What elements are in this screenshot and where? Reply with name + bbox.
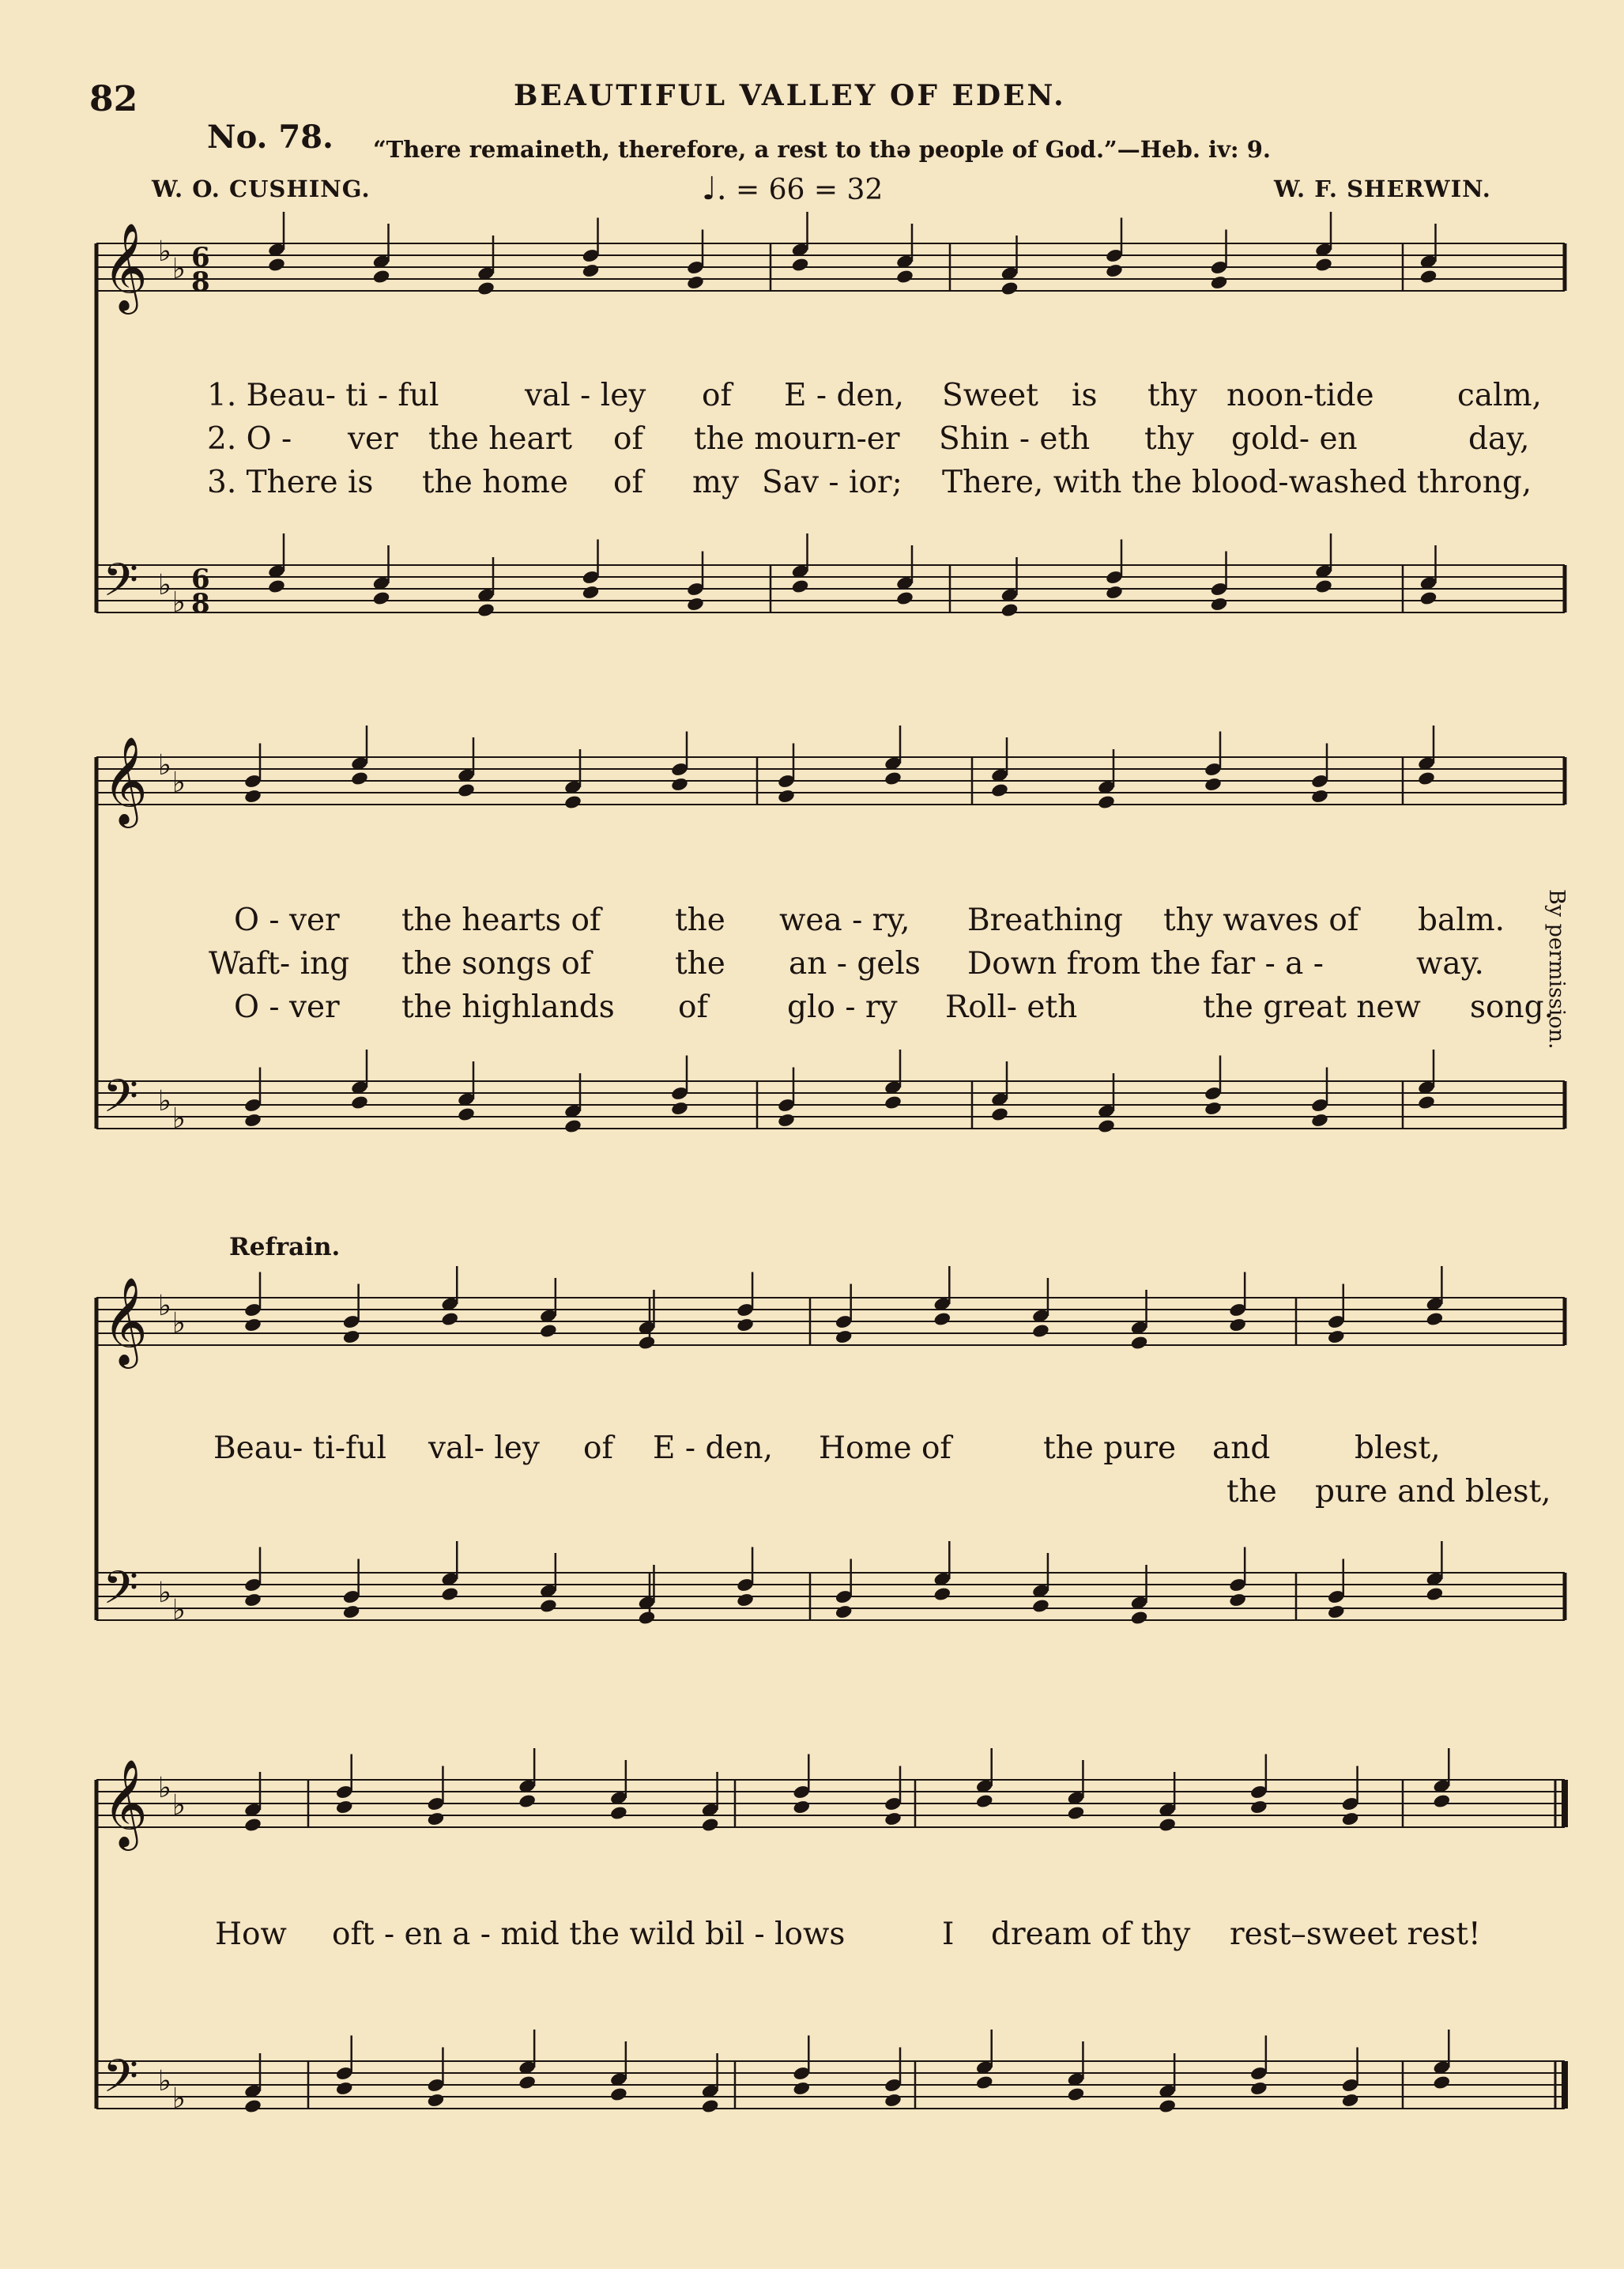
note-head <box>1327 1604 1346 1620</box>
note-head <box>792 1800 811 1815</box>
composer: W. F. SHERWIN. <box>1274 175 1491 202</box>
time-signature-top: 6 <box>191 242 210 273</box>
flat-icon: ♭ <box>158 1085 171 1118</box>
note-head <box>372 269 391 285</box>
note-head <box>350 1095 369 1110</box>
note-head <box>1228 1317 1247 1333</box>
flat-icon: ♭ <box>158 2065 171 2098</box>
tempo-marking: ♩. = 66 = 32 <box>702 171 884 207</box>
note-head <box>1067 1805 1086 1821</box>
note-head <box>777 1113 796 1129</box>
note-head <box>1417 1095 1436 1110</box>
note-head <box>701 1817 720 1833</box>
dotted-quarter-note-icon: ♩. <box>702 171 727 207</box>
note-head <box>638 1335 657 1351</box>
note-head <box>895 269 914 285</box>
note-head <box>933 1586 952 1602</box>
bass-clef-icon: 𝄢 <box>103 1561 139 1626</box>
note-head <box>609 2086 628 2102</box>
note-head <box>1341 2093 1360 2109</box>
note-head <box>1105 585 1124 601</box>
note-head <box>267 579 286 594</box>
note-head <box>1314 257 1333 273</box>
note-head <box>1432 1793 1451 1809</box>
note-head <box>563 794 582 810</box>
note-head <box>1210 275 1229 291</box>
note-head <box>884 2093 902 2109</box>
epigraph: “There remaineth, therefore, a rest to thə people of God.”—Heb. iv: 9. <box>373 136 1271 163</box>
note-head <box>243 1592 262 1608</box>
note-head <box>518 1793 537 1809</box>
note-head <box>791 579 810 594</box>
note-head <box>686 597 705 612</box>
note-head <box>1067 2086 1086 2102</box>
note-head <box>736 1317 755 1333</box>
note-head <box>582 263 601 279</box>
note-head <box>777 789 796 805</box>
note-head <box>1000 281 1019 296</box>
treble-clef-icon: 𝄞 <box>103 1276 148 1365</box>
note-head <box>1249 2081 1268 2097</box>
note-head <box>427 2093 446 2109</box>
note-head <box>1031 1598 1050 1614</box>
note-head <box>990 782 1009 798</box>
note-head <box>342 1329 361 1345</box>
lyric-line: 2. O - ver the heart of the mourn-er Shin - eth thy gold- en day, <box>207 421 1530 457</box>
note-head <box>335 2081 354 2097</box>
bass-clef-icon: 𝄢 <box>103 553 139 618</box>
note-head <box>1310 789 1329 805</box>
note-head <box>686 275 705 291</box>
note-head <box>1000 602 1019 618</box>
bass-clef-icon: 𝄢 <box>103 2049 139 2114</box>
flat-icon: ♭ <box>172 767 186 799</box>
note-head <box>1204 1101 1223 1117</box>
flat-icon: ♭ <box>172 1594 186 1626</box>
hymn-number: No. 78. <box>207 119 333 156</box>
flat-icon: ♭ <box>172 2082 186 2115</box>
note-head <box>1419 590 1438 606</box>
lyric-line: Waft- ing the songs of the an - gels Down from the far - a - way. <box>209 946 1484 982</box>
lyric-line: O - ver the highlands of glo - ry Roll- eth the great new song. <box>234 989 1554 1025</box>
note-head <box>1341 1811 1360 1827</box>
note-head <box>243 1113 262 1129</box>
note-head <box>670 777 689 793</box>
note-head <box>884 1811 902 1827</box>
note-head <box>1426 1586 1445 1602</box>
note-head <box>884 1095 902 1110</box>
note-head <box>477 602 495 618</box>
note-head <box>1228 1592 1247 1608</box>
flat-icon: ♭ <box>158 749 171 782</box>
note-head <box>791 257 810 273</box>
flat-icon: ♭ <box>158 1772 171 1804</box>
note-head <box>440 1311 459 1327</box>
note-head <box>518 2075 537 2090</box>
time-signature-top: 6 <box>191 563 210 595</box>
flat-icon: ♭ <box>158 1577 171 1609</box>
lyricist: W. O. CUSHING. <box>152 175 371 202</box>
lyric-line: the pure and blest, <box>1226 1474 1551 1510</box>
lyric-line: How oft - en a - mid the wild bil - lows I dream of thy rest–sweet rest! <box>215 1917 1481 1952</box>
note-head <box>539 1323 558 1339</box>
note-head <box>1419 269 1438 285</box>
note-head <box>350 771 369 786</box>
note-head <box>1327 1329 1346 1345</box>
lyric-line: 1. Beau- ti - ful val - ley of E - den, Sweet is thy noon-tide calm, <box>207 378 1542 413</box>
note-head <box>933 1311 952 1327</box>
note-head <box>975 1793 994 1809</box>
treble-clef-icon: 𝄞 <box>103 736 148 824</box>
note-head <box>267 257 286 273</box>
note-head <box>539 1598 558 1614</box>
flat-icon: ♭ <box>158 569 171 601</box>
note-head <box>736 1592 755 1608</box>
note-head <box>835 1604 853 1620</box>
note-head <box>1031 1323 1050 1339</box>
flat-icon: ♭ <box>172 1789 186 1822</box>
note-head <box>1204 777 1223 793</box>
time-signature-bottom: 8 <box>191 266 210 298</box>
treble-clef-icon: 𝄞 <box>103 222 148 311</box>
lyric-line: 3. There is the home of my Sav - ior; There, with the blood-washed throng, <box>207 465 1532 500</box>
note-head <box>243 1317 262 1333</box>
note-head <box>1426 1311 1445 1327</box>
note-head <box>895 590 914 606</box>
note-head <box>1158 1817 1177 1833</box>
flat-icon: ♭ <box>158 236 171 268</box>
refrain-label: Refrain. <box>229 1233 341 1261</box>
flat-icon: ♭ <box>172 253 186 285</box>
note-head <box>440 1586 459 1602</box>
hymn-title: BEAUTIFUL VALLEY OF EDEN. <box>514 79 1066 112</box>
note-head <box>1158 2098 1177 2114</box>
note-head <box>457 782 476 798</box>
note-head <box>990 1106 1009 1122</box>
note-head <box>1130 1610 1149 1626</box>
note-head <box>477 281 495 296</box>
note-head <box>1249 1800 1268 1815</box>
note-head <box>342 1604 361 1620</box>
note-head <box>1097 1118 1116 1134</box>
note-head <box>335 1800 354 1815</box>
note-head <box>975 2075 994 2090</box>
note-head <box>1310 1113 1329 1129</box>
flat-icon: ♭ <box>158 1290 171 1322</box>
lyric-line: O - ver the hearts of the wea - ry, Breathing thy waves of balm. <box>234 903 1505 938</box>
note-head <box>1210 597 1229 612</box>
note-head <box>372 590 391 606</box>
note-head <box>792 2081 811 2097</box>
note-head <box>243 1817 262 1833</box>
note-head <box>835 1329 853 1345</box>
note-head <box>243 2098 262 2114</box>
note-head <box>427 1811 446 1827</box>
note-head <box>1097 794 1116 810</box>
note-head <box>1105 263 1124 279</box>
time-signature-bottom: 8 <box>191 588 210 620</box>
note-head <box>1432 2075 1451 2090</box>
treble-clef-icon: 𝄞 <box>103 1758 148 1847</box>
flat-icon: ♭ <box>172 586 186 619</box>
note-head <box>609 1805 628 1821</box>
note-head <box>582 585 601 601</box>
note-head <box>563 1118 582 1134</box>
note-head <box>884 771 902 786</box>
bass-clef-icon: 𝄢 <box>103 1069 139 1134</box>
flat-icon: ♭ <box>172 1102 186 1135</box>
page-number: 82 <box>89 79 138 119</box>
lyric-line: Beau- ti-ful val- ley of E - den, Home of the pure and blest, <box>213 1430 1441 1466</box>
note-head <box>670 1101 689 1117</box>
note-head <box>1130 1335 1149 1351</box>
flat-icon: ♭ <box>172 1307 186 1340</box>
note-head <box>701 2098 720 2114</box>
permission-note: By permission. <box>1544 889 1569 1050</box>
note-head <box>1314 579 1333 594</box>
note-head <box>1417 771 1436 786</box>
note-head <box>638 1610 657 1626</box>
note-head <box>243 789 262 805</box>
note-head <box>457 1106 476 1122</box>
